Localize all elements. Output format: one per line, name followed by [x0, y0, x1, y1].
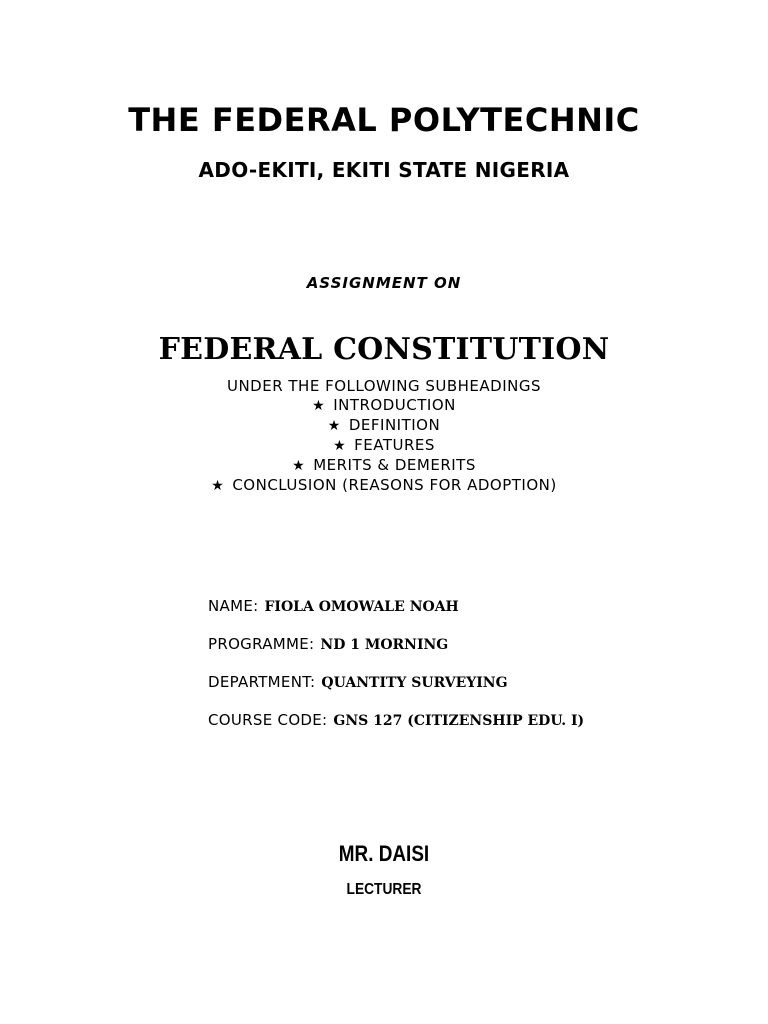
lecturer-role: LECTURER: [346, 881, 422, 898]
assignment-title: FEDERAL CONSTITUTION: [158, 332, 610, 367]
name-value: FIOLA OMOWALE NOAH: [264, 599, 459, 615]
assignment-intro: ASSIGNMENT ON: [306, 274, 462, 292]
institution-name: THE FEDERAL POLYTECHNIC: [128, 101, 640, 139]
list-item: [0, 416, 768, 436]
star-icon: ★: [292, 458, 306, 474]
subheading-label: INTRODUCTION: [333, 396, 456, 414]
detail-row-course-code: [208, 710, 584, 748]
list-item: [0, 476, 768, 496]
subheadings-intro: UNDER THE FOLLOWING SUBHEADINGS: [226, 377, 542, 395]
star-icon: ★: [327, 418, 341, 434]
institution-location: ADO-EKITI, EKITI STATE NIGERIA: [198, 158, 570, 182]
subheading-label: FEATURES: [354, 436, 435, 454]
star-icon: ★: [333, 438, 347, 454]
list-item: [0, 436, 768, 456]
subheading-label: MERITS & DEMERITS: [313, 456, 476, 474]
lecturer-name: MR. DAISI: [338, 841, 430, 866]
programme-label: PROGRAMME:: [208, 635, 315, 653]
name-label: NAME:: [208, 597, 259, 615]
detail-row-name: [208, 596, 584, 634]
course-code-label: COURSE CODE:: [208, 711, 328, 729]
student-details: [208, 596, 584, 748]
list-item: [0, 456, 768, 476]
list-item: [0, 396, 768, 416]
star-icon: ★: [211, 478, 225, 494]
course-code-value: GNS 127 (CITIZENSHIP EDU. I): [333, 713, 585, 729]
department-label: DEPARTMENT:: [208, 673, 316, 691]
department-value: QUANTITY SURVEYING: [321, 675, 508, 691]
subheading-label: CONCLUSION (REASONS FOR ADOPTION): [232, 476, 557, 494]
detail-row-department: [208, 672, 584, 710]
subheading-label: DEFINITION: [348, 416, 441, 434]
programme-value: ND 1 MORNING: [320, 637, 449, 653]
detail-row-programme: [208, 634, 584, 672]
subheading-list: [0, 396, 768, 496]
star-icon: ★: [312, 398, 326, 414]
